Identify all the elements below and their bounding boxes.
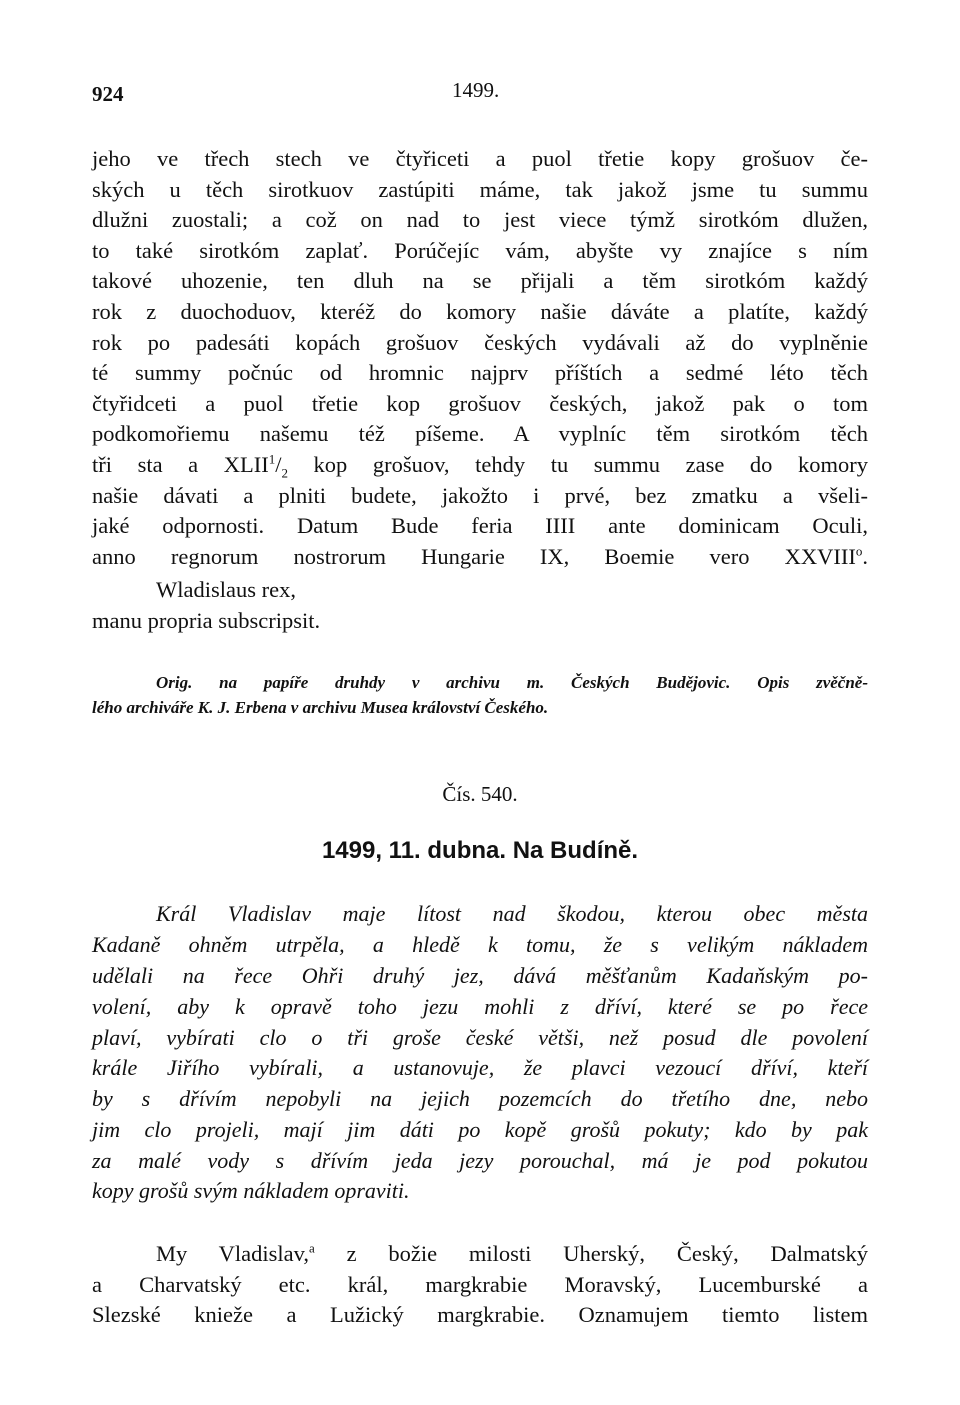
regest-line: Kadaně ohněm utrpěla, a hledě k tomu, že s velikým nákladem bbox=[92, 932, 868, 958]
signature-name: Wladislaus rex, bbox=[156, 577, 296, 603]
source-note-line: Orig. na papíře druhdy v archivu m. Českých Budějovic. Opis zvěčně- bbox=[156, 673, 868, 693]
text-line: Slezské knieže a Lužický margkrabie. Oznamujem tiemto listem bbox=[92, 1302, 868, 1328]
text-line: takové uhozenie, ten dluh na se přijali a těm sirotkóm každý bbox=[92, 268, 868, 294]
text-line: rok po padesáti kopách grošuov českých vydávali až do vyplněnie bbox=[92, 329, 868, 355]
document-date-heading: 1499, 11. dubna. Na Budíně. bbox=[321, 837, 639, 865]
text-line: to také sirotkóm zaplať. Porúčejíc vám, abyšte vy znajíce s ním bbox=[92, 237, 868, 263]
text-line: dlužni zuostali; a což on nad to jest viece týmž sirotkóm dlužen, bbox=[92, 207, 868, 233]
source-note bbox=[92, 670, 868, 720]
text-line: našie dávati a plniti budete, jakožto i prvé, bez zmatku a všeli- bbox=[92, 482, 868, 508]
source-note-line: lého archiváře K. J. Erbena v archivu Musea království Českého. bbox=[92, 698, 549, 718]
ordinal-mark: o bbox=[855, 543, 863, 559]
fraction-separator: / bbox=[275, 451, 282, 477]
text-line: jaké odpornosti. Datum Bude feria IIII ante dominicam Oculi, bbox=[92, 513, 868, 539]
footnote-marker: a bbox=[309, 1240, 315, 1256]
signature-subscription: manu propria subscripsit. bbox=[92, 608, 321, 634]
fraction-denominator: 2 bbox=[281, 465, 288, 481]
regest-line: jim clo projeli, mají jim dáti po kopě grošů pokuty; kdo by pak bbox=[92, 1116, 868, 1142]
document-number: Čís. 540. bbox=[442, 782, 518, 807]
document-page bbox=[92, 72, 868, 1331]
page-header bbox=[92, 72, 868, 112]
running-head-year: 1499. bbox=[452, 78, 500, 102]
regest-line: kopy grošů svým nákladem opraviti. bbox=[92, 1178, 410, 1204]
text-segment: anno regnorum nostrorum Hungarie IX, Boemie vero XXVIII bbox=[92, 543, 856, 569]
text-line: té summy počnúc od hromnic najprv příštích a sedmé léto těch bbox=[92, 360, 868, 386]
regest-line: krále Jiřího vybírali, a ustanovuje, že plavci vezoucí dříví, kteří bbox=[92, 1055, 868, 1081]
regest-line: volení, aby k opravě toho jezu mohli z dříví, které se po řece bbox=[92, 993, 868, 1019]
text-segment: kop grošuov, tehdy tu summu zase do komory bbox=[287, 451, 868, 477]
text-segment: My Vladislav, bbox=[156, 1241, 310, 1267]
text-line: jeho ve třech stech ve čtyřiceti a puol třetie kopy grošuov če- bbox=[92, 146, 868, 171]
text-line: a Charvatský etc. král, margkrabie Moravský, Lucemburské a bbox=[92, 1271, 868, 1297]
fraction-numerator: 1 bbox=[268, 451, 276, 467]
regest-line: udělali na řece Ohři druhý jez, dává měšťanům Kadaňským po- bbox=[92, 962, 868, 988]
continued-letter-paragraph bbox=[92, 144, 868, 572]
regest-line: by s dřívím nepobyli na jejich pozemcích do třetího dne, nebo bbox=[92, 1086, 868, 1112]
regest-line: Král Vladislav maje lítost nad škodou, kterou obec města bbox=[156, 901, 868, 927]
letter-opening-paragraph bbox=[92, 1239, 868, 1331]
text-line: rok z duochoduov, kteréž do komory našie dáváte a platíte, každý bbox=[92, 298, 868, 324]
text-line-with-ordinal bbox=[92, 542, 868, 573]
text-line: podkomořiemu našemu též píšeme. A vyplníc těm sirotkóm těch bbox=[92, 421, 868, 447]
text-segment: tři sta a XLII bbox=[92, 451, 269, 477]
text-line: ských u těch sirotkuov zastúpiti máme, tak jakož jsme tu summu bbox=[92, 176, 868, 202]
text-line-with-fraction bbox=[92, 450, 868, 481]
text-segment: z božie milosti Uherský, Český, Dalmatský bbox=[314, 1241, 868, 1267]
regest-line: plaví, vybírati clo o tři groše české větši, než posud dle povolení bbox=[92, 1024, 868, 1050]
signature-block bbox=[92, 574, 868, 636]
text-segment: . bbox=[862, 543, 868, 569]
regest-line: za malé vody s dřívím jeda jezy porouchal, má je pod pokutou bbox=[92, 1147, 868, 1173]
text-line-with-footnote bbox=[92, 1239, 868, 1270]
text-line: čtyřidceti a puol třetie kop grošuov českých, jakož pak o tom bbox=[92, 390, 868, 416]
regest-summary bbox=[92, 899, 868, 1207]
page-number: 924 bbox=[92, 82, 124, 106]
